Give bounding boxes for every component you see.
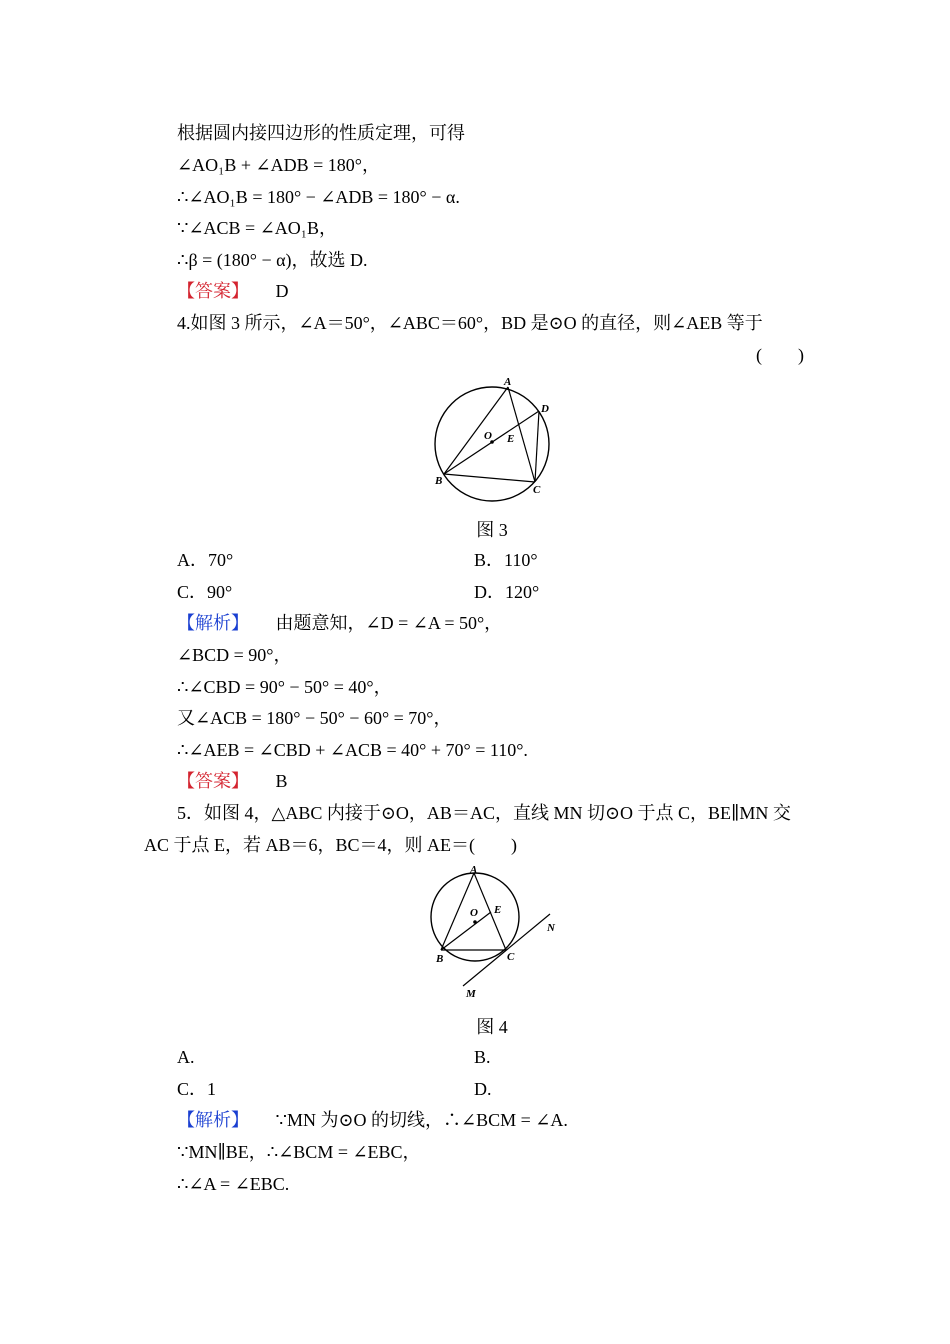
circle-o: [435, 387, 549, 501]
q5-option-c: C．1: [177, 1079, 217, 1099]
fig4-label-m: M: [466, 988, 476, 1000]
q5-stem-line-1: 5．如图 4，△ABC 内接于⊙O，AB＝AC，直线 MN 切⊙O 于点 C，BE∥MN 交: [177, 803, 791, 823]
answer-tag: 【答案】: [177, 281, 249, 301]
q4-answer: [177, 769, 288, 793]
answer-value: B: [275, 771, 288, 791]
answer-value: D: [275, 281, 289, 301]
q4-analysis-line-4: 又∠ACB = 180° − 50° − 60° = 70°，: [177, 708, 452, 728]
q3-answer: [177, 279, 289, 303]
fig3-label-a: A: [504, 376, 512, 388]
q4-analysis-line-2: ∠BCD = 90°，: [177, 645, 292, 665]
analysis-text: 由题意知，∠D = ∠A = 50°，: [275, 613, 503, 633]
answer-tag: 【答案】: [177, 771, 249, 791]
center-dot: [473, 920, 477, 924]
fig4-label-c: C: [507, 951, 515, 963]
q4-option-b: B．110°: [474, 550, 538, 570]
q5-option-a: A.: [177, 1047, 195, 1067]
figure-4: [425, 862, 565, 1002]
fig3-label-d: D: [541, 403, 549, 415]
q5-stem-line-2: AC 于点 E，若 AB＝6，BC＝4，则 AE＝( ): [144, 835, 517, 855]
q3-line-5: ∴β = (180° − α)，故选 D.: [177, 250, 368, 270]
q5-analysis-line-3: ∴∠A = ∠EBC.: [177, 1174, 290, 1194]
q4-analysis-line-3: ∴∠CBD = 90° − 50° = 40°，: [177, 677, 392, 697]
q3-line-1: 根据圆内接四边形的性质定理，可得: [177, 123, 465, 143]
q4-analysis-line-1: [177, 611, 502, 635]
q4-option-c: C．90°: [177, 582, 233, 602]
figure-3: [425, 372, 555, 502]
fig3-label-e: E: [507, 433, 515, 445]
fig4-label-b: B: [436, 953, 444, 965]
fig4-label-n: N: [547, 922, 555, 934]
fig4-label-o: O: [470, 907, 478, 919]
segment-bc: [444, 474, 535, 482]
fig3-label-c: C: [533, 484, 541, 496]
analysis-text: ∵MN 为⊙O 的切线，∴∠BCM = ∠A.: [275, 1110, 568, 1130]
fig4-label-a: A: [470, 864, 478, 876]
q4-analysis-line-5: ∴∠AEB = ∠CBD + ∠ACB = 40° + 70° = 110°.: [177, 740, 528, 760]
q4-option-a: A．70°: [177, 550, 234, 570]
fig3-label-o: O: [484, 430, 492, 442]
q4-stem: 4.如图 3 所示，∠A＝50°，∠ABC＝60°，BD 是⊙O 的直径，则∠AEB 等于: [177, 313, 763, 333]
segment-ba: [444, 387, 508, 474]
fig3-label-b: B: [435, 475, 443, 487]
q5-analysis-line-2: ∵MN∥BE，∴∠BCM = ∠EBC，: [177, 1142, 421, 1162]
q4-option-d: D．120°: [474, 582, 540, 602]
analysis-tag: 【解析】: [177, 1110, 249, 1130]
fig4-label-e: E: [494, 904, 502, 916]
analysis-tag: 【解析】: [177, 613, 249, 633]
q5-analysis-line-1: [177, 1108, 568, 1132]
q3-line-4: ∵∠ACB = ∠AO₁B，: [177, 218, 338, 238]
figure-4-caption: 图 4: [476, 1017, 508, 1037]
q3-line-2: ∠AO₁B + ∠ADB = 180°，: [177, 155, 380, 175]
segment-dc: [535, 411, 539, 482]
q5-option-b: B.: [474, 1047, 491, 1067]
q3-line-3: ∴∠AO₁B = 180° − ∠ADB = 180° − α.: [177, 187, 460, 207]
q5-option-d: D.: [474, 1079, 492, 1099]
figure-3-caption: 图 3: [476, 520, 508, 540]
q4-answer-paren: ( ): [756, 345, 804, 365]
